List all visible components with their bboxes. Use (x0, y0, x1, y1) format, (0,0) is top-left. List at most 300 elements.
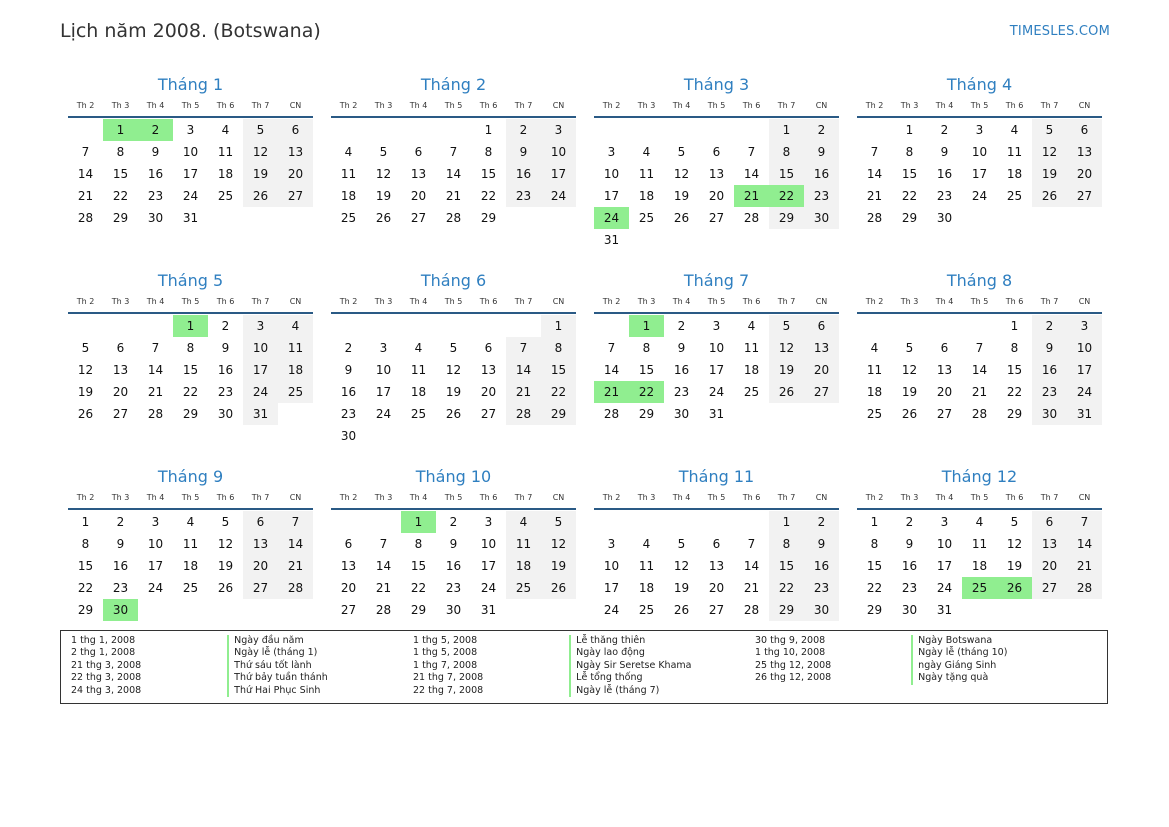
day-cell: 10 (182, 145, 199, 159)
day-cell: 18 (638, 581, 655, 595)
day-cell: 3 (243, 315, 278, 337)
week-row (857, 381, 1102, 403)
day-cell: 16 (445, 559, 462, 573)
day-cell: 26 (901, 407, 918, 421)
day-cell: 20 (1067, 163, 1102, 185)
day-cell: 8 (1010, 341, 1019, 355)
day-cell: 1 (870, 515, 879, 529)
week-row (594, 577, 839, 599)
weekday-header (68, 296, 313, 314)
day-cell: 14 (77, 167, 94, 181)
day-cell: 15 (769, 163, 804, 185)
day-cell: 22 (77, 581, 94, 595)
day-cell: 14 (147, 363, 164, 377)
weekday-label: CN (552, 297, 565, 306)
day-cell: 2 (1032, 315, 1067, 337)
weekday-label: Th 5 (444, 101, 463, 110)
day-cell: 5 (449, 341, 458, 355)
day-cell: 4 (278, 315, 313, 337)
day-cell: 5 (1032, 119, 1067, 141)
weekday-header (594, 492, 839, 510)
month-calendar (857, 74, 1102, 270)
empty-cell (366, 315, 401, 337)
empty-cell (506, 315, 541, 337)
empty-cell (629, 229, 664, 251)
empty-cell (401, 315, 436, 337)
day-cell: 24 (1067, 381, 1102, 403)
week-row (857, 337, 1102, 359)
weekday-label: Th 3 (111, 297, 130, 306)
empty-cell (278, 207, 313, 229)
day-cell: 1 (81, 515, 90, 529)
day-cell: 12 (243, 141, 278, 163)
day-cell: 11 (182, 537, 199, 551)
day-cell: 7 (975, 341, 984, 355)
week-row (857, 599, 1102, 621)
legend-holiday-name: Ngày Botswana (911, 635, 1097, 647)
weekday-label: Th 5 (707, 493, 726, 502)
weekday-label: Th 6 (479, 101, 498, 110)
day-cell: 19 (445, 385, 462, 399)
day-cell: 28 (375, 603, 392, 617)
day-cell: 10 (603, 559, 620, 573)
empty-cell (208, 599, 243, 621)
day-cell: 9 (677, 341, 686, 355)
day-cell: 27 (410, 211, 427, 225)
month-calendar (68, 270, 313, 466)
day-cell: 18 (1006, 167, 1023, 181)
day-cell: 10 (375, 363, 392, 377)
day-cell: 5 (677, 145, 686, 159)
day-cell: 28 (866, 211, 883, 225)
day-cell: 1 (769, 511, 804, 533)
holiday-day-cell: 2 (138, 119, 173, 141)
day-cell: 24 (182, 189, 199, 203)
legend-date: 22 thg 7, 2008 (413, 684, 484, 696)
weekday-label: Th 4 (672, 101, 691, 110)
weekday-label: Th 7 (777, 297, 796, 306)
day-cell: 25 (506, 577, 541, 599)
holiday-day-cell: 1 (103, 119, 138, 141)
day-cell: 9 (221, 341, 230, 355)
day-cell: 5 (905, 341, 914, 355)
day-cell: 2 (449, 515, 458, 529)
day-cell: 9 (804, 141, 839, 163)
empty-cell (208, 207, 243, 229)
day-cell: 6 (278, 119, 313, 141)
day-cell: 18 (638, 189, 655, 203)
month-title: Tháng 5 (157, 271, 224, 290)
weekday-label: CN (815, 101, 828, 110)
day-cell: 16 (506, 163, 541, 185)
day-cell: 30 (936, 211, 953, 225)
week-row (857, 555, 1102, 577)
day-cell: 17 (936, 559, 953, 573)
week-row (68, 359, 313, 381)
week-row (594, 229, 839, 251)
day-cell: 13 (936, 363, 953, 377)
day-cell: 29 (77, 603, 94, 617)
day-cell: 22 (182, 385, 199, 399)
week-row (331, 533, 576, 555)
weekday-label: CN (552, 493, 565, 502)
day-cell: 9 (116, 537, 125, 551)
weekday-label: Th 5 (707, 297, 726, 306)
day-cell: 19 (541, 555, 576, 577)
day-cell: 12 (541, 533, 576, 555)
weekday-label: CN (1078, 297, 1091, 306)
day-cell: 27 (1067, 185, 1102, 207)
day-cell: 18 (217, 167, 234, 181)
day-cell: 3 (607, 537, 616, 551)
holiday-day-cell: 25 (962, 577, 997, 599)
empty-cell (892, 315, 927, 337)
empty-cell (962, 315, 997, 337)
empty-cell (103, 315, 138, 337)
weekday-label: Th 3 (900, 297, 919, 306)
day-cell: 28 (445, 211, 462, 225)
week-row (331, 119, 576, 141)
empty-cell (243, 207, 278, 229)
day-cell: 27 (278, 185, 313, 207)
weekday-label: Th 7 (1040, 297, 1059, 306)
day-cell: 12 (901, 363, 918, 377)
day-cell: 7 (278, 511, 313, 533)
day-cell: 25 (638, 211, 655, 225)
day-cell: 9 (1032, 337, 1067, 359)
weekday-label: CN (552, 101, 565, 110)
day-cell: 28 (1067, 577, 1102, 599)
day-cell: 7 (449, 145, 458, 159)
weekday-label: Th 7 (251, 297, 270, 306)
day-cell: 23 (445, 581, 462, 595)
day-cell: 10 (480, 537, 497, 551)
month-title: Tháng 12 (941, 467, 1018, 486)
empty-cell (594, 511, 629, 533)
day-cell: 27 (936, 407, 953, 421)
week-row (331, 337, 576, 359)
day-cell: 1 (1010, 319, 1019, 333)
weekday-label: CN (289, 297, 302, 306)
legend-date: 24 thg 3, 2008 (71, 684, 142, 696)
day-cell: 8 (81, 537, 90, 551)
week-row (857, 315, 1102, 337)
empty-cell (243, 599, 278, 621)
empty-cell (436, 119, 471, 141)
day-cell: 12 (77, 363, 94, 377)
legend-holiday-name: ngày Giáng Sinh (911, 660, 1097, 672)
day-cell: 8 (769, 533, 804, 555)
day-cell: 25 (743, 385, 760, 399)
weekday-label: Th 3 (637, 101, 656, 110)
legend-holiday-name: Ngày lao động (569, 647, 755, 659)
day-cell: 22 (541, 381, 576, 403)
day-cell: 23 (112, 581, 129, 595)
day-cell: 15 (901, 167, 918, 181)
day-cell: 13 (1032, 533, 1067, 555)
day-cell: 8 (414, 537, 423, 551)
month-title: Tháng 6 (420, 271, 487, 290)
week-row (594, 119, 839, 141)
day-cell: 3 (186, 123, 195, 137)
day-cell: 9 (506, 141, 541, 163)
day-cell: 3 (975, 123, 984, 137)
day-cell: 4 (642, 537, 651, 551)
weekday-label: CN (1078, 493, 1091, 502)
day-cell: 20 (278, 163, 313, 185)
weekday-header (857, 492, 1102, 510)
day-cell: 15 (638, 363, 655, 377)
day-cell: 19 (673, 581, 690, 595)
day-cell: 11 (506, 533, 541, 555)
weekday-label: Th 5 (444, 493, 463, 502)
legend-date: 1 thg 1, 2008 (71, 635, 136, 646)
day-cell: 30 (445, 603, 462, 617)
day-cell: 20 (804, 359, 839, 381)
weekday-label: Th 3 (637, 297, 656, 306)
day-cell: 9 (449, 537, 458, 551)
day-cell: 28 (603, 407, 620, 421)
day-cell: 2 (804, 119, 839, 141)
empty-cell (331, 315, 366, 337)
day-cell: 25 (866, 407, 883, 421)
week-row (331, 163, 576, 185)
day-cell: 14 (445, 167, 462, 181)
weekday-label: Th 2 (339, 493, 358, 502)
weekday-label: Th 5 (181, 101, 200, 110)
empty-cell (471, 425, 506, 447)
week-row (857, 163, 1102, 185)
day-cell: 19 (217, 559, 234, 573)
page-title: Lịch năm 2008. (Botswana) (60, 20, 321, 42)
day-cell: 23 (901, 581, 918, 595)
weekday-label: Th 6 (216, 101, 235, 110)
day-cell: 13 (708, 167, 725, 181)
weekday-label: Th 4 (146, 297, 165, 306)
day-cell: 20 (410, 189, 427, 203)
empty-cell (1067, 207, 1102, 229)
empty-cell (506, 207, 541, 229)
day-cell: 5 (221, 515, 230, 529)
week-row (857, 511, 1102, 533)
day-cell: 14 (603, 363, 620, 377)
week-row (331, 185, 576, 207)
day-cell: 6 (414, 145, 423, 159)
day-cell: 29 (901, 211, 918, 225)
day-cell: 9 (151, 145, 160, 159)
day-cell: 22 (410, 581, 427, 595)
weekday-label: CN (1078, 101, 1091, 110)
day-cell: 10 (936, 537, 953, 551)
day-cell: 29 (112, 211, 129, 225)
weekday-label: Th 7 (777, 101, 796, 110)
week-row (68, 511, 313, 533)
empty-cell (734, 229, 769, 251)
day-cell: 7 (1067, 511, 1102, 533)
day-cell: 2 (804, 511, 839, 533)
weekday-label: Th 4 (146, 101, 165, 110)
week-row (331, 511, 576, 533)
day-cell: 28 (743, 211, 760, 225)
day-cell: 4 (186, 515, 195, 529)
month-calendar (857, 270, 1102, 466)
day-cell: 14 (743, 167, 760, 181)
empty-cell (804, 229, 839, 251)
weekday-label: Th 7 (514, 493, 533, 502)
day-cell: 14 (506, 359, 541, 381)
day-cell: 4 (870, 341, 879, 355)
day-cell: 26 (77, 407, 94, 421)
weekday-label: Th 3 (111, 101, 130, 110)
empty-cell (138, 599, 173, 621)
day-cell: 10 (708, 341, 725, 355)
month-calendar (594, 270, 839, 466)
day-cell: 28 (77, 211, 94, 225)
day-cell: 11 (217, 145, 234, 159)
week-row (68, 207, 313, 229)
day-cell: 11 (1006, 145, 1023, 159)
weekday-label: Th 2 (339, 101, 358, 110)
week-row (68, 119, 313, 141)
day-cell: 18 (743, 363, 760, 377)
day-cell: 29 (1006, 407, 1023, 421)
day-cell: 21 (147, 385, 164, 399)
day-cell: 4 (221, 123, 230, 137)
month-title: Tháng 7 (683, 271, 750, 290)
weekday-label: Th 4 (935, 297, 954, 306)
day-cell: 30 (901, 603, 918, 617)
week-row (331, 555, 576, 577)
empty-cell (769, 403, 804, 425)
day-cell: 13 (340, 559, 357, 573)
day-cell: 4 (344, 145, 353, 159)
empty-cell (68, 119, 103, 141)
day-cell: 6 (484, 341, 493, 355)
day-cell: 2 (905, 515, 914, 529)
month-calendar (331, 270, 576, 466)
weekday-label: Th 7 (514, 297, 533, 306)
day-cell: 21 (375, 581, 392, 595)
day-cell: 6 (712, 145, 721, 159)
day-cell: 21 (77, 189, 94, 203)
month-title: Tháng 2 (420, 75, 487, 94)
day-cell: 7 (870, 145, 879, 159)
holiday-day-cell: 1 (173, 315, 208, 337)
day-cell: 4 (1010, 123, 1019, 137)
day-cell: 10 (541, 141, 576, 163)
week-row (594, 185, 839, 207)
week-row (68, 577, 313, 599)
day-cell: 13 (243, 533, 278, 555)
weekday-label: Th 3 (900, 493, 919, 502)
week-row (331, 599, 576, 621)
empty-cell (1032, 207, 1067, 229)
day-cell: 16 (901, 559, 918, 573)
day-cell: 8 (186, 341, 195, 355)
site-link[interactable]: TIMESLES.COM (1009, 24, 1110, 39)
empty-cell (804, 403, 839, 425)
day-cell: 30 (340, 429, 357, 443)
legend-date: 1 thg 10, 2008 (755, 647, 826, 659)
weekday-label: CN (815, 493, 828, 502)
week-row (331, 359, 576, 381)
month-title: Tháng 11 (678, 467, 755, 486)
day-cell: 22 (866, 581, 883, 595)
empty-cell (506, 425, 541, 447)
empty-cell (541, 425, 576, 447)
day-cell: 5 (677, 537, 686, 551)
weekday-label: Th 5 (181, 493, 200, 502)
empty-cell (629, 511, 664, 533)
weekday-label: Th 6 (742, 297, 761, 306)
weekday-label: Th 6 (1005, 101, 1024, 110)
day-cell: 31 (708, 407, 725, 421)
day-cell: 24 (971, 189, 988, 203)
day-cell: 23 (217, 385, 234, 399)
weekday-label: Th 6 (216, 297, 235, 306)
day-cell: 5 (243, 119, 278, 141)
day-cell: 25 (638, 603, 655, 617)
day-cell: 18 (506, 555, 541, 577)
day-cell: 29 (638, 407, 655, 421)
day-cell: 6 (243, 511, 278, 533)
day-cell: 15 (182, 363, 199, 377)
weekday-header (331, 100, 576, 118)
day-cell: 25 (182, 581, 199, 595)
empty-cell (366, 425, 401, 447)
week-row (594, 533, 839, 555)
day-cell: 14 (1067, 533, 1102, 555)
day-cell: 20 (112, 385, 129, 399)
legend-holiday-name: Ngày tặng quà (911, 672, 1097, 684)
day-cell: 15 (410, 559, 427, 573)
legend-name-column (911, 635, 1097, 703)
day-cell: 12 (217, 537, 234, 551)
day-cell: 11 (971, 537, 988, 551)
week-row (594, 207, 839, 229)
weekday-label: Th 2 (865, 493, 884, 502)
week-row (857, 141, 1102, 163)
day-cell: 6 (712, 537, 721, 551)
day-cell: 23 (1032, 381, 1067, 403)
empty-cell (594, 315, 629, 337)
day-cell: 24 (936, 581, 953, 595)
day-cell: 23 (804, 185, 839, 207)
day-cell: 26 (1032, 185, 1067, 207)
day-cell: 14 (278, 533, 313, 555)
week-row (331, 207, 576, 229)
weekday-label: Th 7 (514, 101, 533, 110)
day-cell: 7 (379, 537, 388, 551)
day-cell: 29 (769, 599, 804, 621)
week-row (594, 599, 839, 621)
day-cell: 18 (410, 385, 427, 399)
month-title: Tháng 3 (683, 75, 750, 94)
day-cell: 25 (217, 189, 234, 203)
day-cell: 6 (344, 537, 353, 551)
week-row (68, 381, 313, 403)
day-cell: 26 (673, 603, 690, 617)
weekday-label: Th 3 (637, 493, 656, 502)
weekday-label: Th 6 (742, 493, 761, 502)
empty-cell (699, 511, 734, 533)
week-row (594, 141, 839, 163)
legend-date-column (755, 635, 911, 703)
holiday-legend (60, 630, 1108, 704)
empty-cell (629, 119, 664, 141)
empty-cell (997, 207, 1032, 229)
week-row (594, 403, 839, 425)
